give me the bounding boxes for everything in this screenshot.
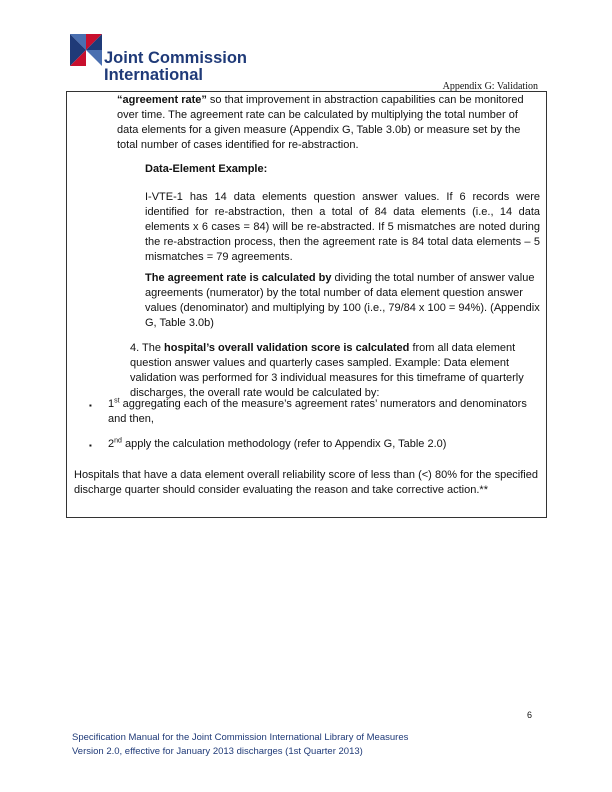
appendix-header: Appendix G: Validation xyxy=(442,81,538,92)
bullet-1-suffix: st xyxy=(114,397,120,405)
list-item-4 xyxy=(130,341,540,401)
logo-line-1: Joint Commission xyxy=(104,49,248,67)
item4-lead: hospital’s overall validation score is calculated xyxy=(164,342,410,354)
agreement-calc-lead: The agreement rate is calculated by xyxy=(145,272,332,284)
bullet-2-number: 2 xyxy=(108,438,115,450)
bullet-1-number: 1 xyxy=(108,398,115,410)
footer-line-1: Specification Manual for the Joint Commission International Library of Measures xyxy=(72,732,409,743)
bullet-2-suffix: nd xyxy=(114,437,122,445)
footer-line-2: Version 2.0, effective for January 2013 discharges (1st Quarter 2013) xyxy=(72,746,363,757)
logo-line-2: International xyxy=(104,66,204,84)
item4-text: from all data element question answer values and quarterly cases sampled. Example: Data element validation was performed for 3 individual measures for this timeframe of quarterly discharges, the overall rate would be calculated by: xyxy=(130,342,524,399)
page-number: 6 xyxy=(527,710,533,720)
agreement-rate-paragraph xyxy=(117,93,527,153)
example-heading: Data-Element Example: xyxy=(145,163,268,175)
item4-number: 4. The xyxy=(130,342,165,354)
agreement-calc-text: dividing the total number of answer value agreements (numerator) by the total number of data element question answer values (denominator) and multiplying by 100 (i.e., 79/84 x 100 = 94%). (Appendix G, Table 3.0b) xyxy=(145,272,540,329)
agreement-rate-text: so that improvement in abstraction capabilities can be monitored over time. The agreement rate can be calculated by multiplying the total number of data elements for a given measure (Appendix G, Table 3.0b) or measure set by the total number of cases identified for re-abstraction. xyxy=(117,94,524,151)
bullet-text-2 xyxy=(108,437,528,452)
footer xyxy=(72,731,408,759)
logo-wordmark xyxy=(104,50,247,84)
bullet-2-body: apply the calculation methodology (refer to Appendix G, Table 2.0) xyxy=(121,438,447,450)
bullet-marker-1: ▪ xyxy=(89,401,92,410)
agreement-rate-term: “agreement rate” xyxy=(117,94,207,106)
example-text: I-VTE-1 has 14 data elements question answer values. If 6 records were identified for re-abstraction, then a total of 84 data elements (i.e., 14 data elements x 6 cases = 84) will be re-abstracted. If 5 mismatches are noted during the re-abstraction process, then the agreement rate is 84 total data elements – 5 mismatches = 79 agreements. xyxy=(145,191,540,263)
bullet-1-body: aggregating each of the measure’s agreement rates’ numerators and denominators and then, xyxy=(108,398,527,425)
bullet-text-1 xyxy=(108,397,528,427)
closing-paragraph: Hospitals that have a data element overall reliability score of less than (<) 80% for the specified discharge quarter should consider evaluating the reason and take corrective action.** xyxy=(74,469,538,496)
bullet-marker-2: ▪ xyxy=(89,441,92,450)
agreement-calc-paragraph xyxy=(145,271,540,331)
